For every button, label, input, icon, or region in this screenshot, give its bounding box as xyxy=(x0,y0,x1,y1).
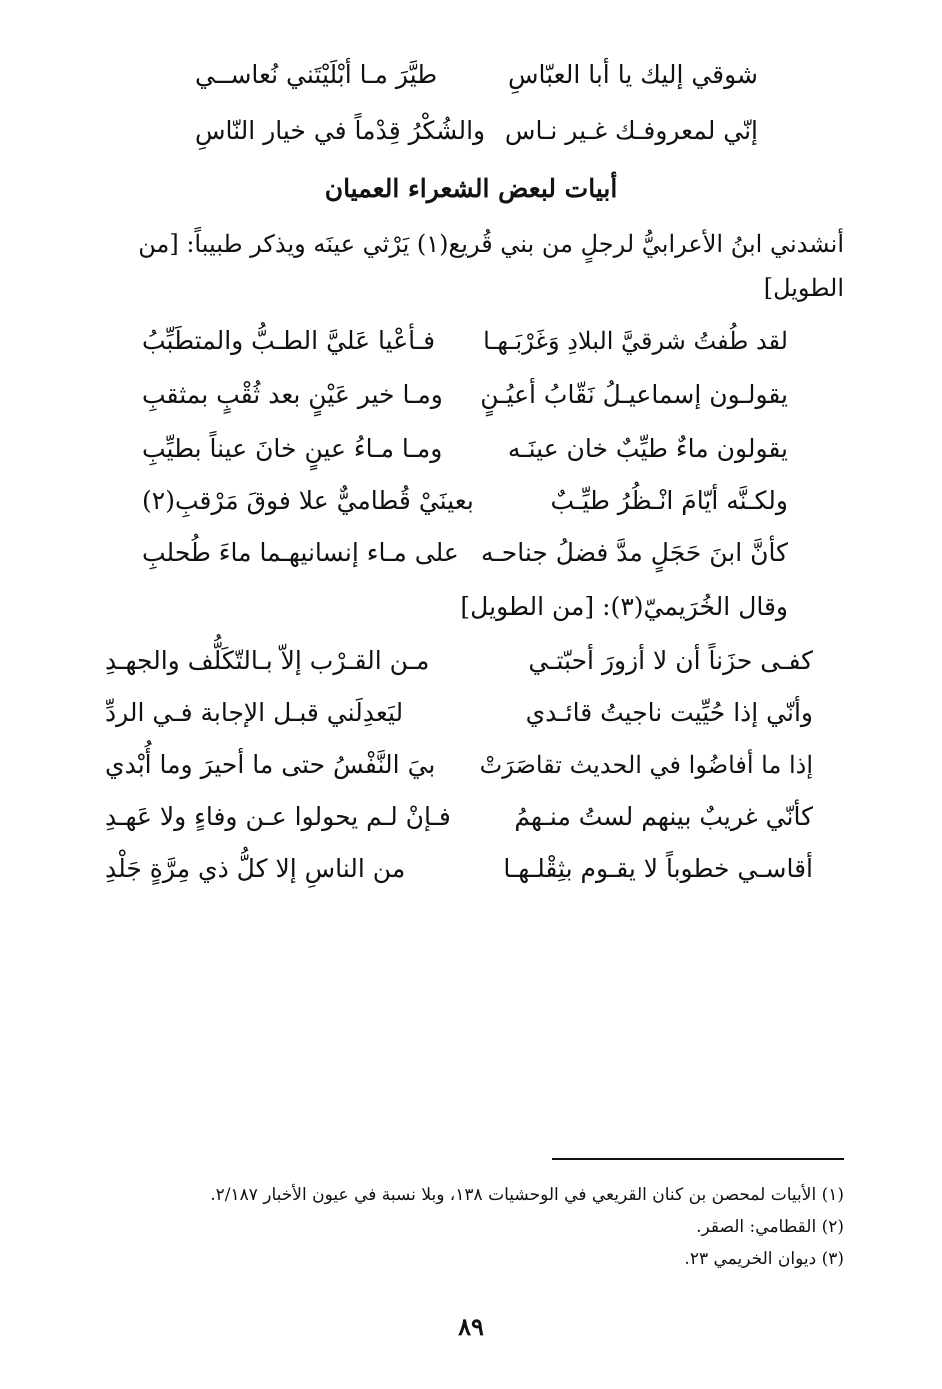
hemistich-left: من الناسِ إلا كلُّ ذي مِرَّةٍ جَلْدِ xyxy=(105,854,406,883)
hemistich-right: كأنَّ ابنَ حَجَلٍ مدَّ فضلُ جناحـه xyxy=(481,538,788,567)
hemistich-left: فـأعْيا عَليَّ الطـبُّ والمتطَبِّبُ xyxy=(142,326,436,355)
hemistich-right: شوقي إليك يا أبا العبّاسِ xyxy=(507,60,758,89)
hemistich-right: أقاسـي خطوباً لا يقـوم بثِقْلـهـا xyxy=(503,854,813,883)
top-verse-2 xyxy=(195,116,758,146)
hemistich-left: فـإنْ لـم يحولوا عـن وفاءٍ ولا عَهـدِ xyxy=(105,802,451,831)
hemistich-left: ومـا خير عَيْنٍ بعد ثُقْبٍ بمثقبِ xyxy=(142,380,443,409)
poem2-verse-4 xyxy=(105,802,813,832)
section-title: أبيات لبعض الشعراء العميان xyxy=(324,174,618,203)
hemistich-right: إذا ما أفاضُوا في الحديث تقاصَرَتْ xyxy=(479,751,813,779)
hemistich-right: وأنّي إذا حُيِّيت ناجيتُ قائـدي xyxy=(525,698,813,727)
poem2-verse-1 xyxy=(105,646,813,676)
footnote-1: (١) الأبيات لمحصن بن كنان القريعي في الوحشيات ١٣٨، وبلا نسبة في عيون الأخبار ٢/١٨٧. xyxy=(210,1185,844,1205)
hemistich-left: طيَّرَ مـا أبْلَيْتَني نُعاســي xyxy=(195,60,438,89)
poem1-verse-3 xyxy=(142,434,788,464)
page-number: ٨٩ xyxy=(458,1312,484,1341)
hemistich-left: مـن القـرْب إلاّ بـالتّكَلُّف والجهـدِ xyxy=(105,646,430,675)
hemistich-left: ليَعدِلَني قبـل الإجابة فـي الردِّ xyxy=(105,698,404,727)
poem2-verse-5 xyxy=(105,854,813,884)
hemistich-right: إنّي لمعروفـك غـير نـاس xyxy=(504,116,758,145)
poem2-verse-3 xyxy=(105,750,813,780)
footnote-2: (٢) القطامي: الصقر. xyxy=(696,1217,844,1237)
hemistich-left: بيَ النَّفْسُ حتى ما أحيرَ وما أُبْدي xyxy=(105,750,436,779)
poem1-verse-2 xyxy=(142,380,788,410)
intro-paragraph xyxy=(79,222,844,310)
top-verse-1 xyxy=(195,60,758,90)
hemistich-right: ولكـنَّه أيّامَ انْـظُرُ طيِّـبٌ xyxy=(550,486,788,515)
poem1-verse-4 xyxy=(142,486,788,516)
footnote-divider xyxy=(552,1158,844,1160)
hemistich-right: كفـى حزَناً أن لا أزورَ أحبّتـي xyxy=(528,646,813,675)
hemistich-right: يقولـون إسماعيـلُ نَقّابُ أعيُـنٍ xyxy=(480,380,788,409)
hemistich-left: ومـا مـاءُ عينٍ خانَ عيناً بطيِّبِ xyxy=(142,434,443,463)
poem1-verse-1 xyxy=(142,326,788,356)
intro-line-1: أنشدني ابنُ الأعرابيُّ لرجلٍ من بني قُريع(١) يَرْثي عينَه ويذكر طبيباً: [من xyxy=(138,230,844,258)
hemistich-left: بعينَيْ قُطاميٌّ علا فوقَ مَرْقبِ(٢) xyxy=(142,486,474,515)
poem1-verse-5 xyxy=(142,538,788,568)
footnote-3: (٣) ديوان الخريمي ٢٣. xyxy=(684,1249,844,1269)
hemistich-right: لقد طُفتُ شرقيَّ البلادِ وَغَرْبَـهـا xyxy=(483,327,788,355)
hemistich-left: على مـاء إنسانيهـما ماءَ طُحلبِ xyxy=(142,538,459,567)
poem2-intro: وقال الخُرَيميّ(٣): [من الطويل] xyxy=(460,592,788,621)
hemistich-left: والشُكْرُ قِدْماً في خيار النّاسِ xyxy=(195,116,486,145)
hemistich-right: يقولون ماءٌ طيِّبٌ خان عينَـه xyxy=(507,434,788,463)
hemistich-right: كأنّي غريبٌ بينهم لستُ منـهمُ xyxy=(514,802,813,831)
intro-line-2: الطويل] xyxy=(763,274,844,302)
poem2-verse-2 xyxy=(105,698,813,728)
poem2-intro-row xyxy=(142,592,788,622)
